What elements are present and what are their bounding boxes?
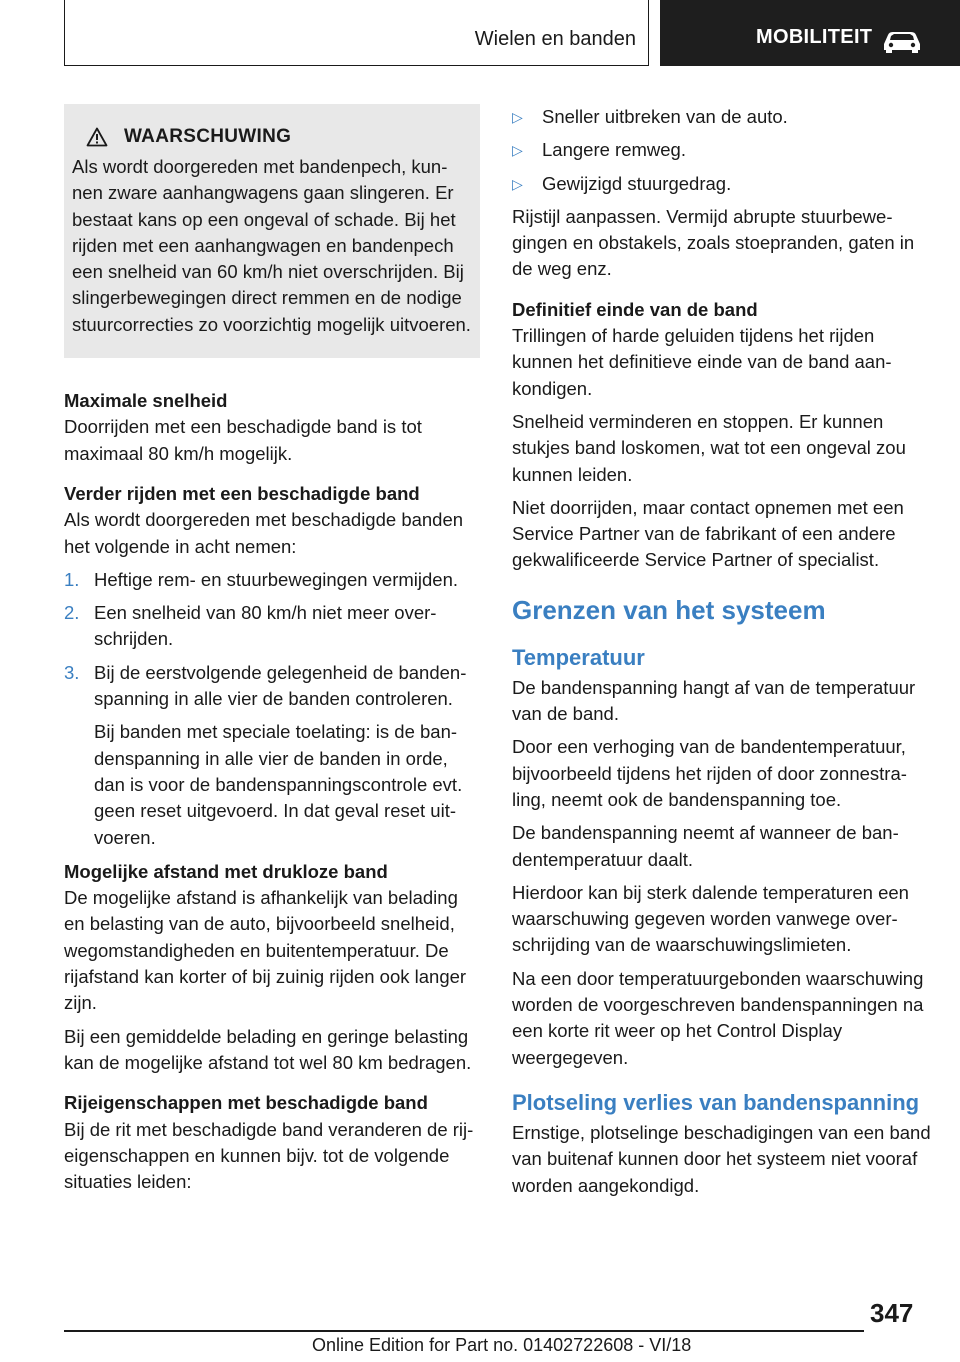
continue-heading: Verder rijden met een beschadigde band (64, 482, 420, 504)
range-text-2: Bij een gemiddelde belading en geringe belasting kan de mogelijke afstand tot wel 80 km bedragen. (64, 1025, 472, 1073)
list-item (64, 660, 480, 851)
sudden-loss-text: Ernstige, plotselinge beschadigingen van een band van buitenaf kunnen door het systeem niet vooraf worden aangekondigd. (512, 1121, 931, 1196)
bullet-text: Gewijzigd stuurgedrag. (542, 172, 732, 194)
handling-text: Bij de rit met beschadigde band veranderen de rij-eigenschappen en kunnen bijv. tot de volgende situaties leiden: (64, 1118, 474, 1193)
max-speed-heading: Maximale snelheid (64, 390, 228, 412)
sudden-loss-section (512, 1089, 932, 1199)
range-text-1: De mogelijke afstand is afhankelijk van belading en belasting van de auto, bijvoorbeeld snelheid, wegomstandigheden en buitentemperatuur. De rijafstand kan korter of bij zuinig rijden ook langer zijn. (64, 887, 467, 1014)
list-item-text: Een snelheid van 80 km/h niet meer overschrijden. (94, 602, 437, 650)
list-number: 1. (64, 568, 80, 590)
list-number: 2. (64, 602, 80, 624)
adjust-text: Rijstijl aanpassen. Vermijd abrupte stuurbewegingen en obstakels, zoals stoepranden, gaten in de weg enz. (512, 205, 915, 280)
temperature-heading: Temperatuur (512, 644, 645, 670)
section-tab (64, 0, 649, 66)
triangle-bullet-icon: ▷ (512, 142, 523, 159)
temperature-text-4: Hierdoor kan bij sterk dalende temperaturen een waarschuwing gegeven worden vanwege overschrijding van de waarschuwingslimieten. (512, 881, 909, 956)
warning-title: WAARSCHUWING (124, 126, 292, 147)
car-icon (880, 28, 924, 54)
bullet-item (512, 171, 932, 197)
section-title: Wielen en banden (474, 28, 636, 50)
temperature-section (512, 644, 932, 1071)
page-number: 347 (870, 1298, 914, 1328)
handling-heading: Rijeigenschappen met beschadigde band (64, 1092, 428, 1114)
temperature-text-3: De bandenspanning neemt af wanneer de bandentemperatuur daalt. (512, 822, 899, 870)
triangle-bullet-icon: ▷ (512, 175, 523, 192)
list-item-text: Bij de eerstvolgende gelegenheid de bandenspanning in alle vier de banden controleren. (94, 661, 467, 710)
limits-heading: Grenzen van het systeem (512, 594, 826, 625)
max-speed-section (64, 388, 480, 467)
temperature-text-5: Na een door temperatuurgebonden waarschuwing worden de voorgeschreven bandenspanningen na een korte rit weer op het Control Display weergegeven. (512, 967, 924, 1068)
page-header (0, 0, 960, 66)
list-item-extra-text: Bij banden met speciale toelating: is de bandenspanning in alle vier de banden in orde, dan is voor de bandenspanningscontrole evt. geen reset uitgevoerd. In dat geval reset uitvoeren. (94, 721, 463, 848)
warning-header (72, 126, 472, 148)
range-section (64, 859, 480, 1076)
chapter-title: MOBILITEIT (756, 25, 873, 48)
warning-triangle-icon (86, 127, 108, 147)
list-item-text: Heftige rem- en stuurbewegingen vermijden. (94, 568, 459, 590)
bullet-item (512, 104, 932, 130)
sudden-loss-heading: Plotseling verlies van bandenspanning (512, 1089, 920, 1115)
continue-list (64, 567, 480, 851)
max-speed-text: Doorrijden met een beschadigde band is tot maximaal 80 km/h mogelijk. (64, 416, 422, 464)
footer-divider (64, 1330, 864, 1332)
end-section (512, 297, 932, 574)
end-text-1: Trillingen of harde geluiden tijdens het rijden kunnen het definitieve einde van de band aankondigen. (512, 325, 892, 399)
bullet-item (512, 137, 932, 163)
list-item (64, 600, 480, 653)
warning-text: Als wordt doorgereden met bandenpech, kunnen zware aanhangwagens gaan slingeren. Er bestaat kans op een ongeval of schade. Bij het rijden met een aanhangwagen en bandenpech een snelheid van 60 km/h niet overschrijden. Bij slingerbewegingen direct remmen en de nodige stuurcorrecties zo voorzichtig mogelijk uitvoeren. (72, 156, 471, 335)
handling-bullets (512, 104, 932, 197)
end-text-3: Niet doorrijden, maar contact opnemen met een Service Partner van de fabrikant of een andere gekwalificeerde Service Partner of specialist. (512, 496, 904, 571)
continue-section (64, 481, 480, 851)
temperature-text-1: De bandenspanning hangt af van de temperatuur van de band. (512, 676, 916, 725)
end-heading: Definitief einde van de band (512, 298, 758, 320)
handling-section (64, 1090, 480, 1195)
footer-edition: Online Edition for Part no. 01402722608 - VI/18 (312, 1335, 692, 1355)
list-item (64, 567, 480, 593)
warning-box (64, 104, 480, 358)
bullet-text: Sneller uitbreken van de auto. (542, 106, 788, 127)
range-heading: Mogelijke afstand met drukloze band (64, 860, 388, 882)
triangle-bullet-icon: ▷ (512, 109, 523, 125)
right-column (512, 104, 932, 1199)
end-text-2: Snelheid verminderen en stoppen. Er kunnen stukjes band loskomen, wat tot een ongeval zou kunnen leiden. (512, 410, 906, 485)
continue-text: Als wordt doorgereden met beschadigde banden het volgende in acht nemen: (64, 509, 464, 557)
temperature-text-2: Door een verhoging van de bandentemperatuur, bijvoorbeeld tijdens het rijden of door zonnestraling, neemt ook de bandenspanning toe. (512, 736, 907, 810)
list-number: 3. (64, 661, 80, 683)
left-column (64, 104, 480, 1209)
bullet-text: Langere remweg. (542, 139, 686, 161)
